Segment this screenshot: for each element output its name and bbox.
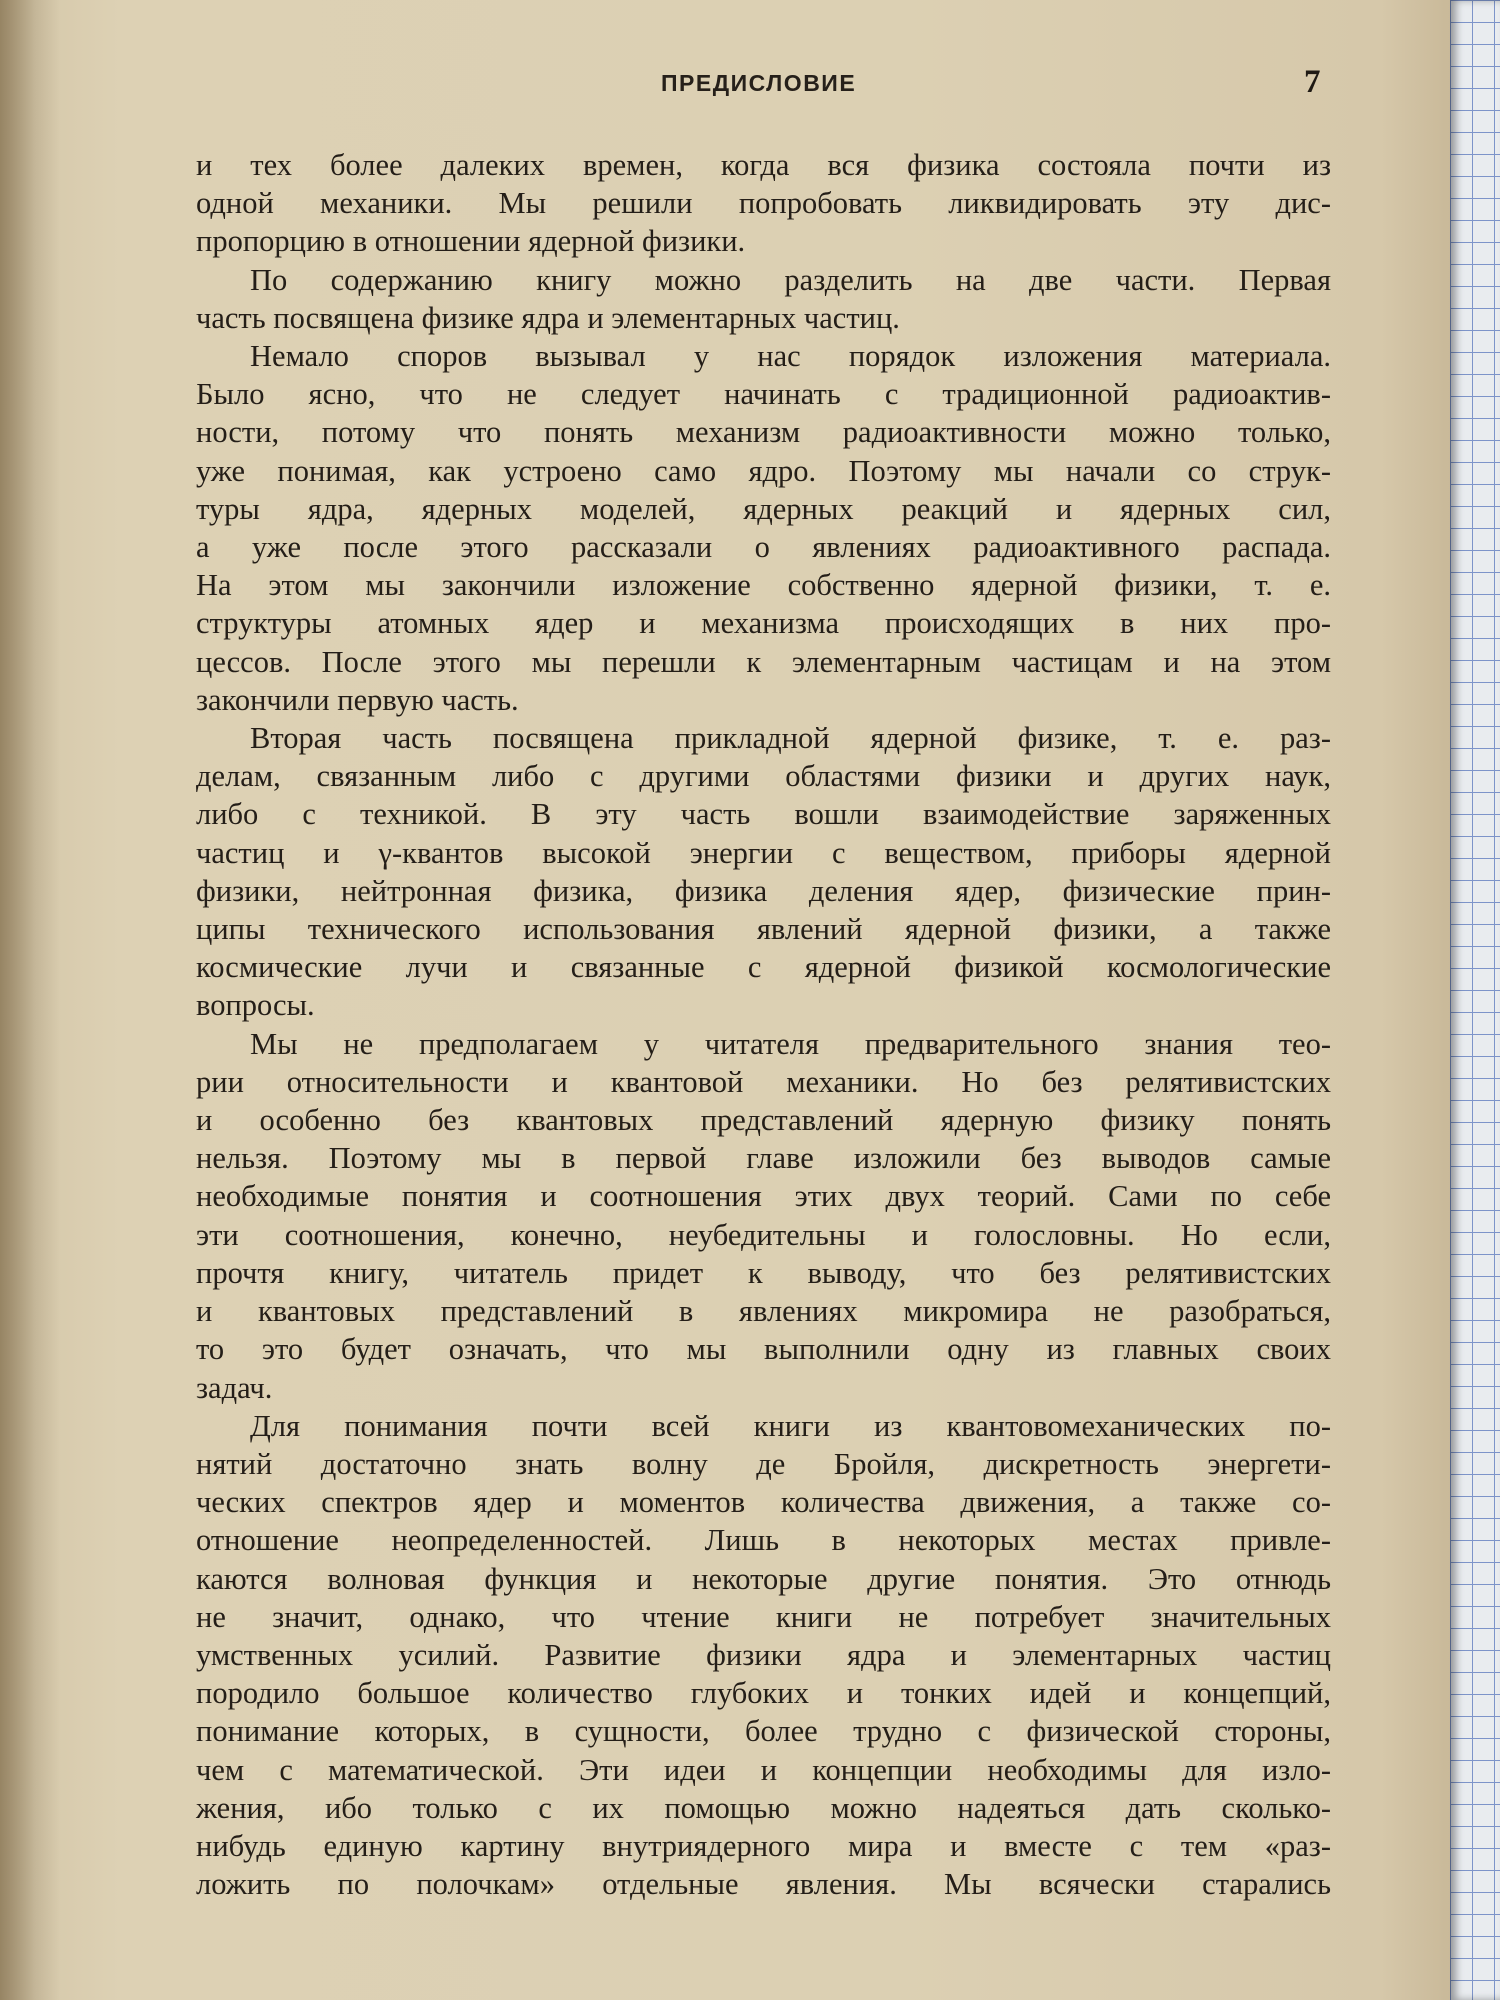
text-line: делам, связанным либо с другими областями физики и других наук,: [196, 759, 1331, 794]
text-line: нельзя. Поэтому мы в первой главе изложили без выводов самые: [196, 1141, 1331, 1176]
text-line: нятий достаточно знать волну де Бройля, дискретность энергети-: [196, 1446, 1331, 1481]
paragraph: [196, 146, 1331, 261]
text-line: эти соотношения, конечно, неубедительны и голословны. Но если,: [196, 1217, 1331, 1252]
text-line: жения, ибо только с их помощью можно надеяться дать сколько-: [196, 1790, 1331, 1825]
graph-paper-edge: [1450, 0, 1500, 2000]
text-line: ности, потому что понять механизм радиоактивности можно только,: [196, 415, 1331, 450]
text-line: то это будет означать, что мы выполнили одну из главных своих: [196, 1332, 1331, 1367]
text-line: отношение неопределенностей. Лишь в некоторых местах привле-: [196, 1523, 1331, 1558]
text-line: ческих спектров ядер и моментов количества движения, а также со-: [196, 1485, 1331, 1520]
text-line: часть посвящена физике ядра и элементарных частиц.: [196, 300, 900, 335]
text-line: Вторая часть посвящена прикладной ядерной физике, т. е. раз-: [250, 721, 1331, 756]
text-line: ципы технического использования явлений ядерной физики, а также: [196, 912, 1331, 947]
text-line: уже понимая, как устроено само ядро. Поэтому мы начали со струк-: [196, 453, 1331, 488]
text-line: нибудь единую картину внутриядерного мира и вместе с тем «раз-: [196, 1828, 1331, 1863]
text-line: космические лучи и связанные с ядерной физикой космологические: [196, 950, 1331, 985]
text-line: не значит, однако, что чтение книги не потребует значительных: [196, 1599, 1331, 1634]
text-line: Для понимания почти всей книги из квантовомеханических по-: [250, 1408, 1331, 1443]
text-line: Было ясно, что не следует начинать с традиционной радиоактив-: [196, 377, 1331, 412]
paragraph: [196, 719, 1331, 1025]
text-line: рии относительности и квантовой механики. Но без релятивистских: [196, 1064, 1331, 1099]
text-line: задач.: [196, 1370, 273, 1405]
text-line: чем с математической. Эти идеи и концепции необходимы для изло-: [196, 1752, 1331, 1787]
body-text: [196, 146, 1331, 1903]
paragraph: [196, 1407, 1331, 1904]
paragraph: [196, 261, 1331, 337]
page-gutter-shadow: [0, 0, 60, 2000]
text-line: либо с техникой. В эту часть вошли взаимодействие заряженных: [196, 797, 1331, 832]
text-line: Немало споров вызывал у нас порядок изложения материала.: [250, 339, 1331, 374]
text-line: и особенно без квантовых представлений ядерную физику понять: [196, 1103, 1331, 1138]
text-line: одной механики. Мы решили попробовать ликвидировать эту дис-: [196, 186, 1331, 221]
text-line: По содержанию книгу можно разделить на две части. Первая: [250, 262, 1331, 297]
text-line: пропорцию в отношении ядерной физики.: [196, 224, 746, 259]
text-line: вопросы.: [196, 988, 315, 1023]
text-line: закончили первую часть.: [196, 682, 519, 717]
text-line: умственных усилий. Развитие физики ядра и элементарных частиц: [196, 1637, 1331, 1672]
text-line: а уже после этого рассказали о явлениях радиоактивного распада.: [196, 530, 1331, 565]
text-line: туры ядра, ядерных моделей, ядерных реакций и ядерных сил,: [196, 491, 1331, 526]
text-line: прочтя книгу, читатель придет к выводу, что без релятивистских: [196, 1255, 1331, 1290]
text-line: каются волновая функция и некоторые другие понятия. Это отнюдь: [196, 1561, 1331, 1596]
text-line: и тех более далеких времен, когда вся физика состояла почти из: [196, 148, 1331, 182]
text-line: и квантовых представлений в явлениях микромира не разобраться,: [196, 1294, 1331, 1329]
text-line: структуры атомных ядер и механизма происходящих в них про-: [196, 606, 1331, 641]
page-header: [196, 64, 1336, 114]
text-line: необходимые понятия и соотношения этих двух теорий. Сами по себе: [196, 1179, 1331, 1214]
text-line: частиц и γ-квантов высокой энергии с веществом, приборы ядерной: [196, 835, 1331, 870]
text-line: ложить по полочкам» отдельные явления. Мы всячески старались: [196, 1867, 1331, 1902]
paragraph: [196, 1025, 1331, 1407]
text-line: породило большое количество глубоких и тонких идей и концепций,: [196, 1676, 1331, 1711]
page-number: 7: [1304, 64, 1321, 100]
text-line: На этом мы закончили изложение собственно ядерной физики, т. е.: [196, 568, 1331, 603]
text-line: физики, нейтронная физика, физика деления ядер, физические прин-: [196, 873, 1331, 908]
text-line: цессов. После этого мы перешли к элементарным частицам и на этом: [196, 644, 1331, 679]
paragraph: [196, 337, 1331, 719]
text-line: понимание которых, в сущности, более трудно с физической стороны,: [196, 1714, 1331, 1749]
running-title: ПРЕДИСЛОВИЕ: [661, 70, 857, 96]
text-line: Мы не предполагаем у читателя предварительного знания тео-: [250, 1026, 1331, 1061]
